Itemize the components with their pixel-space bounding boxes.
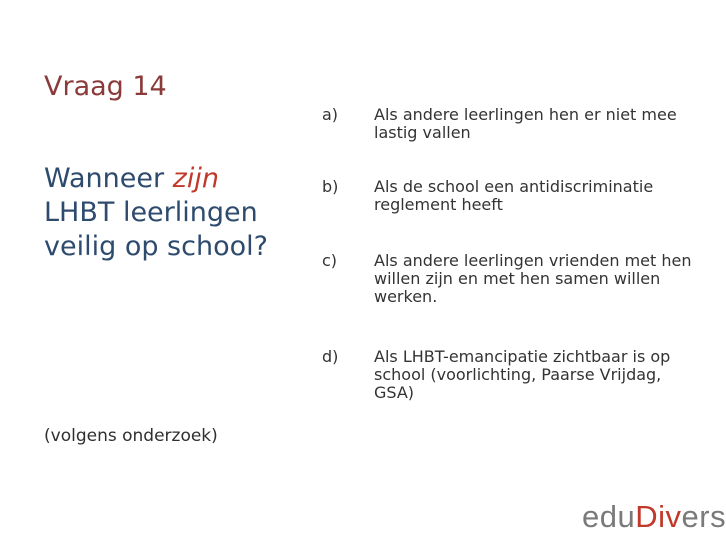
slide-title: Vraag 14: [44, 71, 167, 102]
logo-text-ers: ers: [681, 499, 726, 534]
option-b: [322, 178, 692, 214]
option-a: [322, 106, 692, 142]
option-text: Als andere leerlingen vrienden met hen willen zijn en met hen samen willen werken.: [374, 251, 692, 306]
option-letter: c): [322, 251, 338, 270]
question-emphasis: zijn: [172, 163, 219, 194]
option-text: Als LHBT-emancipatie zichtbaar is op school (voorlichting, Paarse Vrijdag, GSA): [374, 347, 671, 402]
logo-text-edu: edu: [582, 499, 636, 534]
option-c: [322, 252, 692, 306]
source-note: (volgens onderzoek): [44, 426, 218, 446]
edudivers-logo: [582, 500, 726, 534]
question-text-start: Wanneer: [44, 163, 173, 194]
option-d: [322, 348, 692, 402]
question-text: [44, 162, 274, 263]
option-letter: b): [322, 177, 339, 196]
option-letter: a): [322, 105, 339, 124]
question-text-end: LHBT leerlingen veilig op school?: [44, 196, 268, 262]
option-text: Als de school een antidiscriminatie reglement heeft: [374, 177, 654, 214]
logo-text-div: Div: [635, 499, 682, 534]
option-letter: d): [322, 347, 339, 366]
option-text: Als andere leerlingen hen er niet mee lastig vallen: [374, 105, 677, 142]
